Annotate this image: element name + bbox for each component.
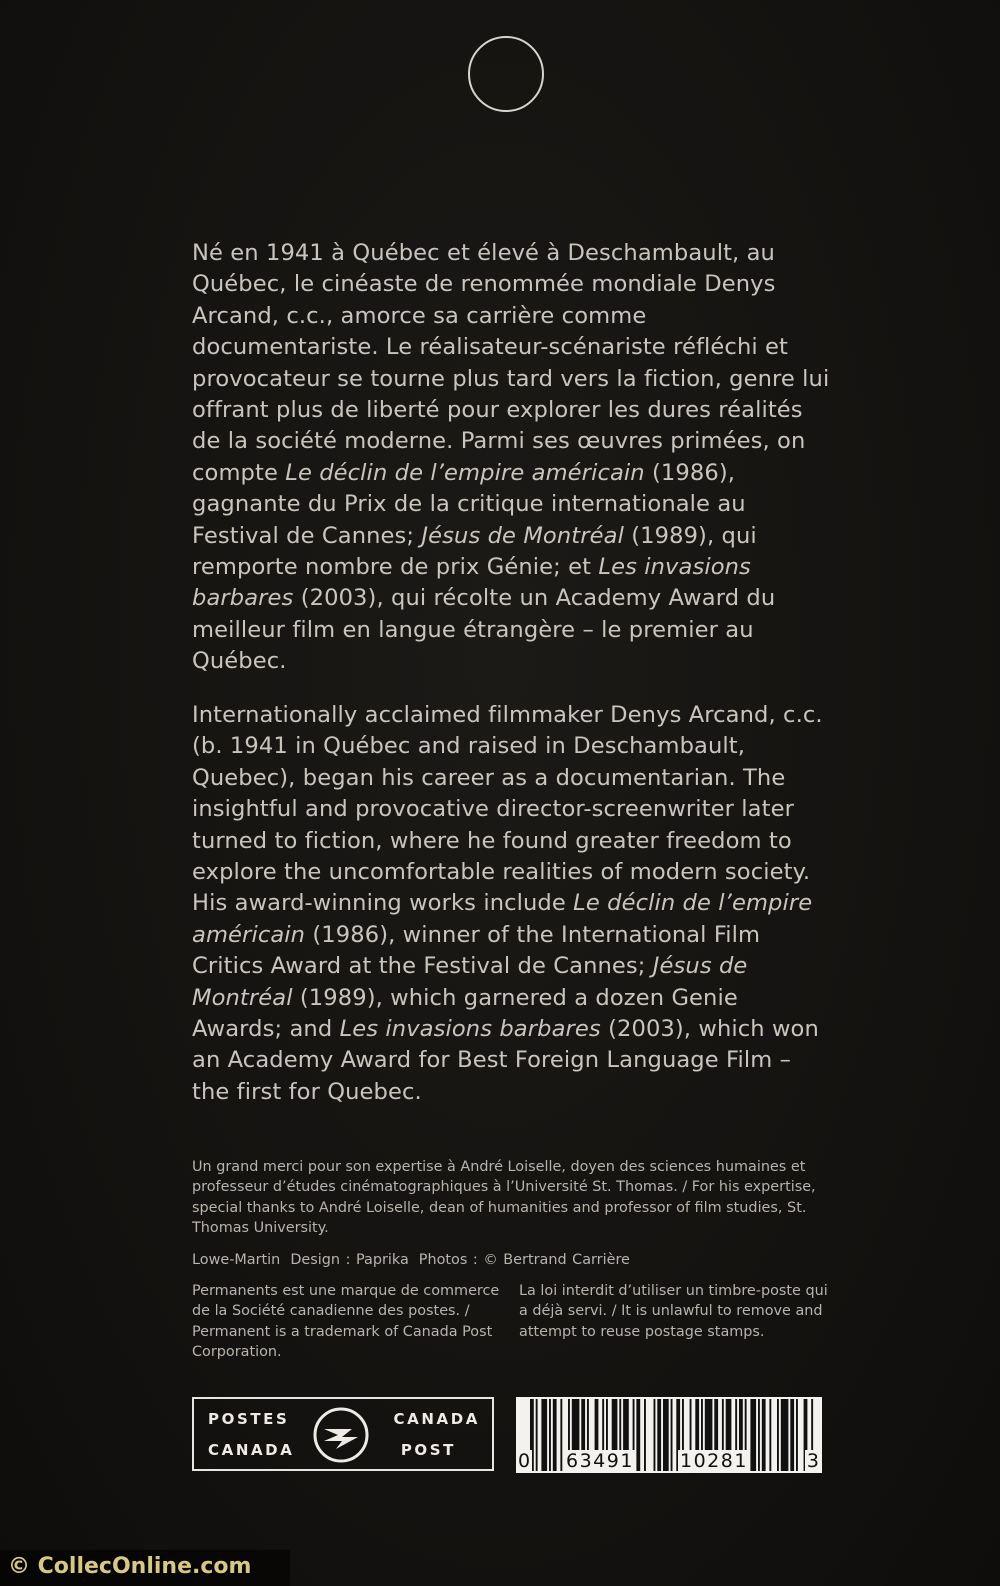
trademark-notice: Permanents est une marque de commerce de la Société canadienne des postes. / Permanent is a trademark of Canada Post Corporation.: [192, 1283, 500, 1361]
barcode-bar: [541, 1399, 547, 1471]
barcode-bar: [781, 1399, 789, 1471]
canada-post-logo: [192, 1397, 494, 1471]
barcode-bar: [758, 1399, 760, 1471]
barcode-bar: [750, 1399, 756, 1471]
bio-fr-text-3: (1989), qui remporte nombre de prix Génie; et: [192, 522, 757, 581]
barcode-bar: [549, 1399, 551, 1471]
barcode-bar: [777, 1399, 779, 1471]
barcode-bar: [536, 1399, 538, 1471]
barcode-bar: [796, 1399, 798, 1471]
barcode-bar: [636, 1399, 640, 1471]
barcode-bars: [516, 1397, 822, 1473]
barcode-bar: [654, 1399, 656, 1471]
barcode-bar: [644, 1399, 646, 1471]
logo-word-canada-fr: CANADA: [208, 1441, 295, 1459]
bio-fr-text-1: Né en 1941 à Québec et élevé à Deschambault, au Québec, le cinéaste de renommée mondiale Denys Arcand, c.c., amorce sa carrière comme documentariste. Le réalisateur-scénariste réfléchi et provocateur se tourne plus tard vers la fiction, genre lui offrant plus de liberté pour explorer les dures réalités de la société moderne. Parmi ses œuvres primées, on compte: [192, 240, 830, 486]
acknowledgement-text: Un grand merci pour son expertise à André Loiselle, doyen des sciences humaines et professeur d’études cinématographiques à l’Université St. Thomas. / For his expertise, special thanks to André Loiselle, dean of humanities and professor of film studies, St. Thomas University.: [192, 1159, 816, 1237]
photos-credit: Photos : © Bertrand Carrière: [418, 1252, 630, 1268]
barcode-bar: [671, 1399, 673, 1471]
barcode-check-digit: 3: [806, 1450, 819, 1472]
barcode-right-digits: 10281: [680, 1450, 748, 1472]
barcode-bar: [790, 1399, 794, 1471]
bio-en-text-1: Internationally acclaimed filmmaker Denys Arcand, c.c. (b. 1941 in Québec and raised in Deschambault, Quebec), began his career as a documentarian. The insightful and provocative director-screenwriter later turned to fiction, where he found greater freedom to explore the uncomfortable realities of modern society. His award-winning works include: [192, 702, 823, 917]
biography-french: [192, 238, 832, 678]
logo-word-post: POST: [400, 1441, 456, 1459]
bio-fr-film-title-1: Le déclin de l’empire américain: [285, 459, 645, 486]
logo-word-postes: POSTES: [208, 1410, 290, 1428]
hang-hole: [468, 36, 544, 112]
bio-fr-film-title-3: Les invasions barbares: [192, 554, 751, 612]
reuse-law-notice: La loi interdit d’utiliser un timbre-poste qui a déjà servi. / It is unlawful to remove and attempt to reuse postage stamps.: [519, 1283, 828, 1340]
barcode-bar: [762, 1399, 766, 1471]
logo-word-canada-en: CANADA: [393, 1410, 480, 1428]
bio-en-text-4: (2003), which won an Academy Award for Best Foreign Language Film – the first for Quebec.: [192, 1016, 819, 1105]
barcode-bar: [553, 1399, 557, 1471]
printer-credit: Lowe-Martin: [192, 1252, 281, 1268]
barcode-lead-digit: 0: [518, 1450, 531, 1472]
barcode-left-digits: 63491: [566, 1450, 634, 1472]
canada-post-emblem-icon: [312, 1407, 370, 1463]
watermark-text: © CollecOnline.com: [8, 1554, 252, 1579]
barcode-bar: [657, 1399, 661, 1471]
upc-barcode: [516, 1397, 822, 1473]
bio-en-film-title-3: Les invasions barbares: [339, 1016, 601, 1043]
barcode-bar: [663, 1399, 669, 1471]
watermark-banner: [0, 1550, 290, 1586]
bio-en-film-title-1: Le déclin de l’empire américain: [192, 890, 813, 948]
bio-fr-text-4: (2003), qui récolte un Academy Award du meilleur film en langue étrangère – le premier au Québec.: [192, 585, 776, 675]
bio-fr-text-2: (1986), gagnante du Prix de la critique internationale au Festival de Cannes;: [192, 459, 746, 549]
biography-english: [192, 700, 832, 1108]
barcode-bar: [769, 1399, 771, 1471]
design-credit: Design : Paprika: [290, 1252, 409, 1268]
bio-en-text-2: (1986), winner of the International Film Critics Award at the Festival de Cannes;: [192, 921, 761, 980]
bio-fr-film-title-2: Jésus de Montréal: [421, 522, 624, 549]
bio-en-text-3: (1989), which garnered a dozen Genie Awards; and: [192, 984, 738, 1043]
bio-en-film-title-2: Jésus de Montréal: [192, 953, 748, 1011]
credits-line: [192, 1250, 822, 1270]
barcode-bar: [560, 1399, 562, 1471]
